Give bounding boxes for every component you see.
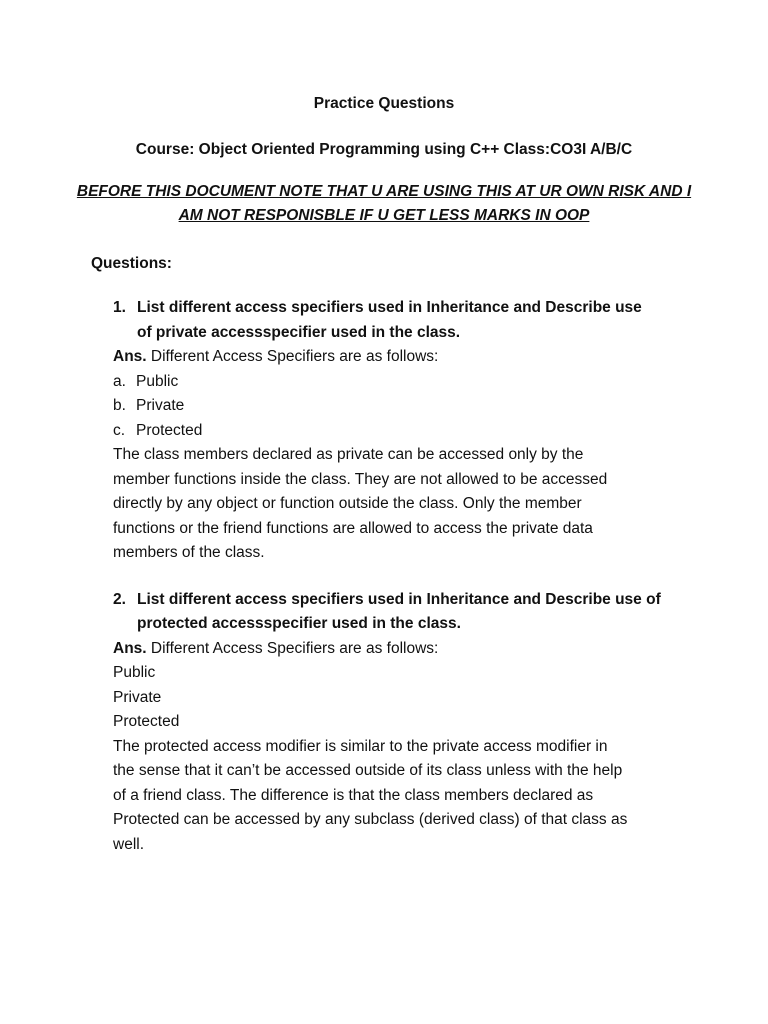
answer-1-paragraph-line: functions or the friend functions are allowed to access the private data (113, 520, 593, 537)
question-2-line-1: List different access specifiers used in Inheritance and Describe use of (137, 591, 661, 608)
question-1-line-2: of private accessspecifier used in the class. (137, 324, 461, 341)
list-letter-b: b. (113, 397, 126, 414)
answer-1-paragraph-line: members of the class. (113, 544, 265, 561)
answer-2-paragraph-line: well. (113, 836, 145, 853)
list-item-private: Private (113, 689, 162, 706)
list-letter-a: a. (113, 373, 126, 390)
questions-heading: Questions: (91, 255, 172, 272)
warning-line-1: BEFORE THIS DOCUMENT NOTE THAT U ARE USING THIS AT UR OWN RISK AND I (76, 183, 692, 200)
answer-2-label: Ans. (113, 640, 147, 657)
answer-2-intro-text: Different Access Specifiers are as follows: (146, 640, 439, 657)
answer-1-intro-text: Different Access Specifiers are as follows: (146, 348, 439, 365)
course-line: Course: Object Oriented Programming using C++ Class:CO3I A/B/C (135, 141, 633, 158)
question-2-line-2: protected accessspecifier used in the class. (137, 615, 461, 632)
list-item-private: Private (136, 397, 185, 414)
list-item-public: Public (113, 664, 156, 681)
question-2-number: 2. (113, 591, 126, 608)
answer-2-paragraph-line: the sense that it can’t be accessed outside of its class unless with the help (113, 762, 623, 779)
list-item-protected: Protected (136, 422, 203, 439)
answer-1-intro (113, 347, 438, 367)
answer-1-label: Ans. (113, 348, 147, 365)
list-item-public: Public (136, 373, 179, 390)
list-letter-c: c. (113, 422, 126, 439)
answer-2-intro (113, 639, 438, 659)
answer-1-paragraph-line: directly by any object or function outside the class. Only the member (113, 495, 582, 512)
answer-2-paragraph-line: of a friend class. The difference is that the class members declared as (113, 787, 594, 804)
question-1-line-1: List different access specifiers used in Inheritance and Describe use (137, 299, 642, 316)
answer-1-paragraph-line: The class members declared as private can be accessed only by the (113, 446, 584, 463)
answer-2-paragraph-line: The protected access modifier is similar to the private access modifier in (113, 738, 608, 755)
list-item-protected: Protected (113, 713, 180, 730)
answer-2-paragraph-line: Protected can be accessed by any subclass (derived class) of that class as (113, 811, 628, 828)
warning-line-2: AM NOT RESPONISBLE IF U GET LESS MARKS IN OOP (178, 207, 590, 224)
question-1-number: 1. (113, 299, 126, 316)
page-title: Practice Questions (313, 95, 455, 112)
answer-1-paragraph-line: member functions inside the class. They are not allowed to be accessed (113, 471, 608, 488)
